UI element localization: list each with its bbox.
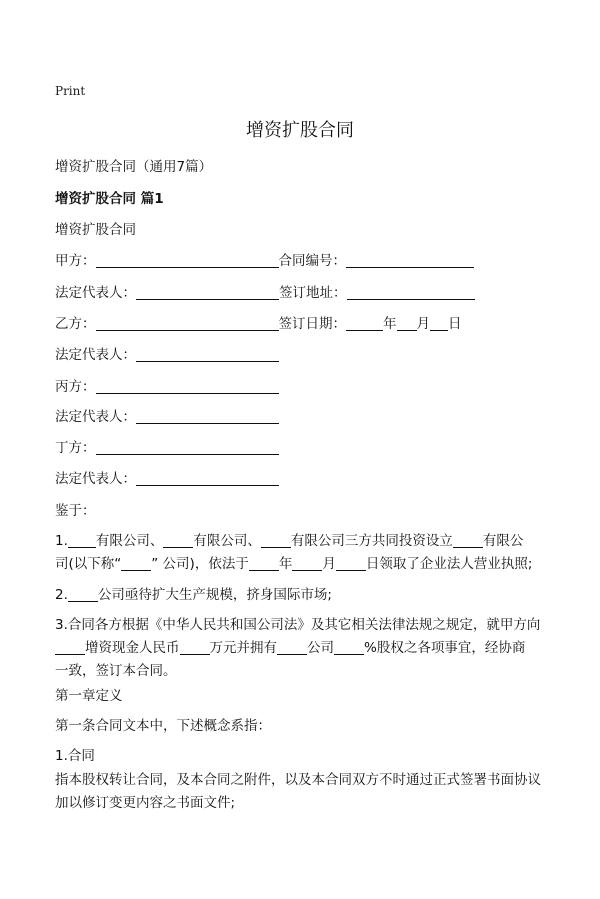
month-blank <box>397 315 417 331</box>
clause3-line2 <box>55 636 525 656</box>
clause1-line2 <box>55 552 532 572</box>
whereas-label: 鉴于： <box>55 503 96 519</box>
legal-rep-b-row <box>55 343 279 363</box>
clause2 <box>55 583 332 603</box>
blank <box>68 586 98 602</box>
legal-rep-a-row <box>55 281 475 301</box>
clause3-line1: 3.合同各方根据《中华人民共和国公司法》及其它相关法律法规之规定，就甲方向 <box>55 617 541 633</box>
clause3-text: 公司 <box>307 640 334 656</box>
clause2-num: 2. <box>55 587 68 603</box>
clause3-line3: 一致，签订本合同。 <box>55 663 177 679</box>
clause3-text: 万元并拥有 <box>209 640 277 656</box>
section-heading: 增资扩股合同 篇1 <box>55 191 164 207</box>
blank <box>292 555 322 571</box>
legal-rep-c-label: 法定代表人： <box>55 409 136 425</box>
party-d-label: 丁方： <box>55 440 96 456</box>
party-a-row <box>55 249 474 269</box>
legal-rep-a-blank <box>136 284 279 300</box>
legal-rep-d-row <box>55 467 279 487</box>
year-blank <box>346 315 383 331</box>
party-a-blank <box>96 252 279 268</box>
blank <box>121 555 151 571</box>
sign-date-label: 签订日期： <box>278 316 346 332</box>
clause1-text: ” 公司)，依法于 <box>151 556 249 572</box>
clause1-text: 日领取了企业法人营业执照; <box>365 556 533 572</box>
sign-place-label: 签订地址： <box>279 285 347 301</box>
party-b-label: 乙方： <box>55 316 96 332</box>
clause1-text: 年 <box>278 556 293 572</box>
party-b-row <box>55 312 462 332</box>
clause3-text: %股权之各项事宜，经协商 <box>364 640 526 656</box>
legal-rep-c-blank <box>136 408 279 424</box>
blank <box>68 532 96 548</box>
party-c-row <box>55 375 279 395</box>
blank <box>453 532 483 548</box>
blank <box>180 639 210 655</box>
contract-no-blank <box>346 252 474 268</box>
document-subtitle: 增资扩股合同（通用7篇） <box>55 159 213 175</box>
legal-rep-d-label: 法定代表人： <box>55 471 136 487</box>
party-b-blank <box>96 315 279 331</box>
chapter-heading: 第一章定义 <box>55 688 123 704</box>
clause1-num: 1. <box>55 533 68 549</box>
clause1-text: 有限公司三方共同投资设立 <box>290 533 453 549</box>
legal-rep-d-blank <box>136 470 279 486</box>
sign-place-blank <box>347 284 475 300</box>
party-d-blank <box>96 439 279 455</box>
legal-rep-b-label: 法定代表人： <box>55 347 136 363</box>
legal-rep-c-row <box>55 405 279 425</box>
legal-rep-b-blank <box>136 346 279 362</box>
contract-no-label: 合同编号： <box>278 253 346 269</box>
year-label: 年 <box>383 316 397 332</box>
day-blank <box>430 315 448 331</box>
clause1-text: 有限公司、 <box>95 533 164 549</box>
definition-paragraph: 指本股权转让合同，及本合同之附件，以及本合同双方不时通过正式签署书面协议加以修订变更内容之书面文件; <box>55 772 541 811</box>
print-label[interactable]: Print <box>55 84 86 98</box>
blank <box>277 639 307 655</box>
blank <box>261 532 291 548</box>
blank <box>55 639 85 655</box>
article-heading: 第一条合同文本中，下述概念系指： <box>55 718 271 734</box>
day-label: 日 <box>448 316 462 332</box>
party-a-label: 甲方： <box>55 253 96 269</box>
blank <box>163 532 193 548</box>
clause1-text: 有限公司、 <box>193 533 261 549</box>
contract-name: 增资扩股合同 <box>55 222 136 238</box>
legal-rep-a-label: 法定代表人： <box>55 285 136 301</box>
party-c-label: 丙方： <box>55 379 96 395</box>
blank <box>334 639 364 655</box>
document-title: 增资扩股合同 <box>246 120 354 141</box>
clause1-text: 有限公 <box>482 533 524 549</box>
clause3-text: 增资现金人民币 <box>85 640 180 656</box>
clause1-text: 司(以下称“ <box>55 556 122 572</box>
clause1-text: 月 <box>322 556 336 572</box>
party-c-blank <box>96 378 279 394</box>
blank <box>249 555 279 571</box>
party-d-row <box>55 436 279 456</box>
month-label: 月 <box>416 316 430 332</box>
clause1-line1 <box>55 529 523 549</box>
clause2-text: 公司亟待扩大生产规模，挤身国际市场; <box>97 587 332 603</box>
item-heading: 1.合同 <box>55 748 95 764</box>
blank <box>336 555 366 571</box>
